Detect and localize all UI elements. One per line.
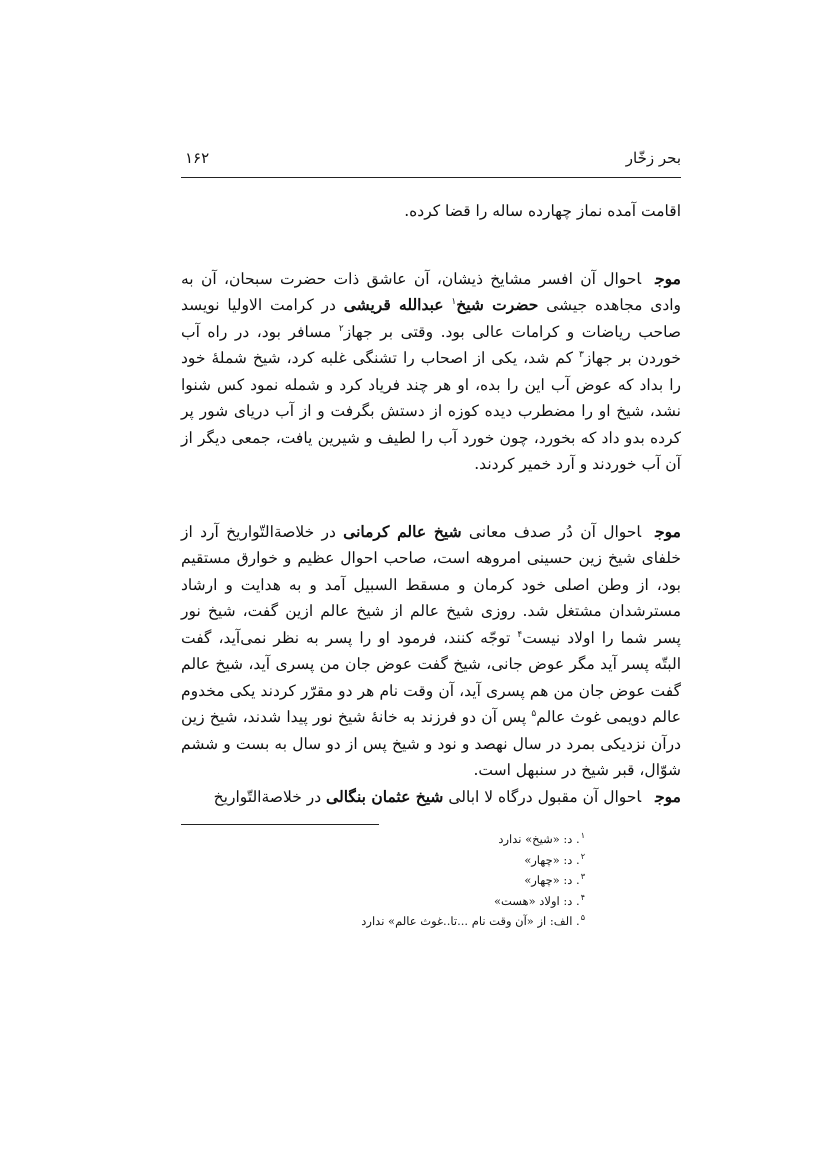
footnote-item	[181, 911, 585, 932]
paragraph-text: پس آن دو فرزند به خانۀ شیخ نور پیدا شدند، شیخ زین درآن نزدیکی بمرد در سال نهصد و نود و شیخ پس از دو سال به بست و ششم شوّال، قبر شیخ در سنبهل است.	[181, 708, 681, 779]
paragraph-text: مسافر بود، در راه آب خوردن بر جهاز	[181, 322, 681, 367]
paragraph-text: اقامت آمده نماز چهارده ساله را قضا کرده.	[404, 202, 681, 220]
footnote-item	[181, 870, 585, 891]
paragraph-text: احوال آن مقبول درگاه لا ابالی	[448, 787, 642, 806]
footnote-divider	[181, 824, 379, 825]
footnote-text: . د: «چهار»	[524, 852, 580, 867]
footnote-text: . الف: از «آن وقت نام ...تا..غوث عالم» ندارد	[361, 914, 580, 928]
paragraph-continuation	[181, 198, 681, 225]
footnote-item	[181, 891, 585, 912]
footnote-text: . د: اولاد «هست»	[493, 893, 580, 908]
footnote-ref[interactable]: ۳	[578, 349, 584, 360]
paragraph-text: در خلاصة‌التّواریخ آرد از خلفای شیخ زین حسینی امروهه است، صاحب احوال عظیم و خوارق مستقیم بود، از وطن اصلی خود کرمان و مسقط السبیل آمد و به هدایت و ارشاد مسترشدان مشتغل شد. روزی شیخ عالم از شیخ عالم ازین گفت، شیخ نور پسر شما را اولاد نیست	[181, 522, 681, 647]
section-marker: موج	[655, 268, 681, 288]
footnote-text: . د: «شیخ» ندارد	[498, 832, 580, 846]
person-name: شیخ عالم کرمانی	[343, 521, 462, 541]
footnote-number: ۱	[580, 831, 585, 841]
section-marker: موج	[655, 521, 681, 541]
footnote-number: ۲	[580, 851, 585, 861]
paragraph-text: در کرامت الاولیا نویسد صاحب ریاضات و کرامات عالی بود. وقتی بر جهاز	[181, 296, 681, 341]
page-header	[181, 145, 681, 178]
paragraph-text: احوال آن افسر مشایخ ذیشان، آن عاشق ذات حضرت سبحان، آن به وادی مجاهده جیشی	[181, 269, 682, 314]
paragraph-text: کم شد، یکی از اصحاب را تشنگی غلبه کرد، شیخ شملۀ خود را بداد که عوض آب این را بده، او هر چند فریاد کرد و شمله نمود کس شنوا نشد، شیخ او را مضطرب دیده کوزه از دستش بگرفت و از آب دریای شور پر کرده بدو داد که بخورد، چون خورد آب را لطیف و شیرین یافت، جمعی دیگر از آن آب خوردند و آرد خمیر کردند.	[181, 349, 681, 473]
paragraph-text: احوال آن دُر صدف معانی	[468, 522, 642, 541]
footnote-ref[interactable]: ۱	[451, 296, 457, 307]
paragraph-mawj-1	[181, 266, 681, 478]
running-title: بحر زخّار	[625, 149, 681, 167]
person-name: شیخ عثمان بنگالی	[326, 786, 444, 806]
footnote-number: ۳	[580, 872, 585, 882]
footnote-item	[181, 829, 585, 850]
page-body	[181, 145, 681, 932]
person-name: حضرت شیخ	[456, 295, 539, 314]
section-marker: موج	[655, 786, 681, 806]
paragraph-mawj-2	[181, 519, 681, 784]
person-name: عبدالله قریشی	[343, 295, 444, 314]
page-number: ۱۶۲	[185, 149, 210, 167]
footnote-number: ۴	[580, 892, 585, 902]
footnote-ref[interactable]: ۲	[338, 323, 344, 334]
footnotes-list	[181, 829, 681, 932]
footnote-ref[interactable]: ۴	[517, 629, 523, 640]
paragraph-mawj-3	[181, 784, 681, 811]
footnote-text: . د: «چهار»	[524, 873, 580, 887]
footnote-number: ۵	[580, 913, 585, 923]
footnote-item	[181, 850, 585, 871]
paragraph-text: توجّه کنند، فرمود او را پسر به نظر نمی‌آید، گفت البتّه پسر آید مگر عوض جانی، شیخ گفت عوض جان من پسری آید، شیخ عالم گفت عوض جان من هم پسری آید، آن وقت نام هر دو مقرّر کردند یکی مخدوم عالم دویمی غوث عالم	[181, 628, 681, 726]
footnote-ref[interactable]: ۵	[531, 708, 537, 719]
paragraph-text: در خلاصة‌التّواریخ	[213, 787, 322, 806]
